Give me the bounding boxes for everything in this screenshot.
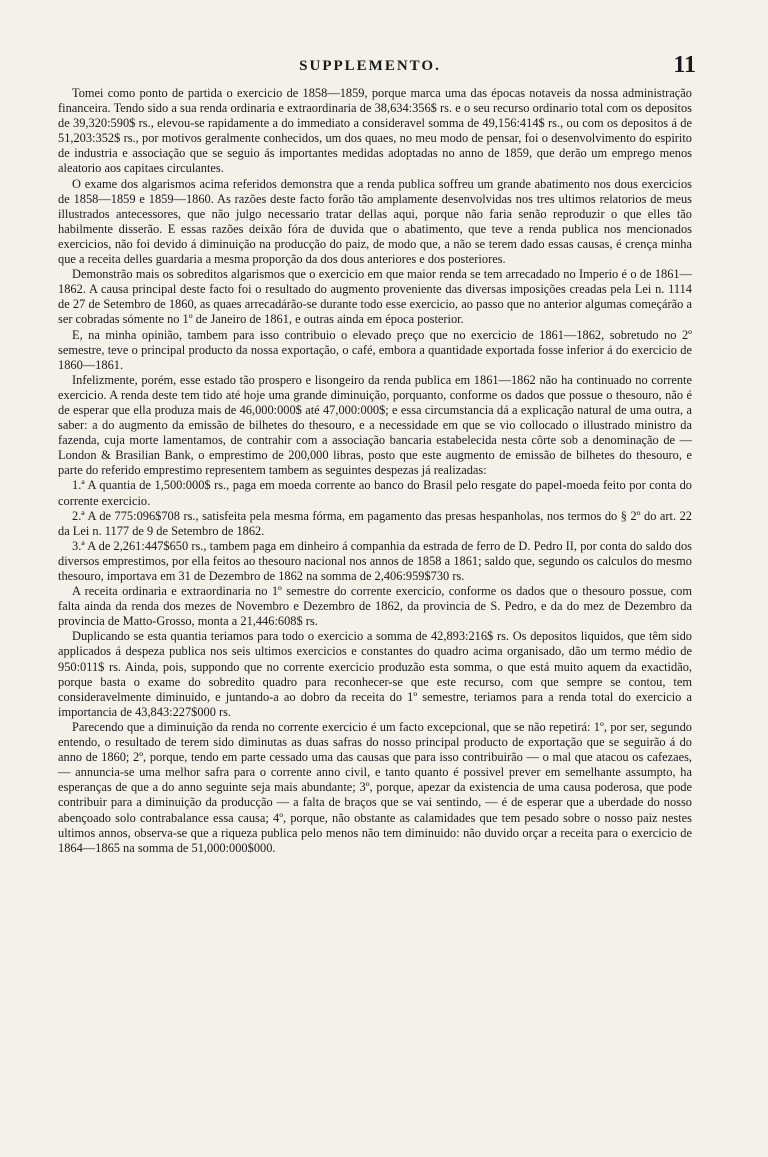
list-item: 1.ª A quantia de 1,500:000$ rs., paga em moeda corrente ao banco do Brasil pelo resgate do papel-moeda feito por conta do corrente exercicio.	[58, 478, 692, 508]
running-head: SUPPLEMENTO.	[299, 58, 441, 74]
list-item: 3.ª A de 2,261:447$650 rs., tambem paga em dinheiro á companhia da estrada de ferro de D. Pedro II, por conta do saldo dos diversos emprestimos, por ella feitos ao thesouro nacional nos annos de 1858 a 1861; saldo que, segundo os calculos do mesmo thesouro, importava em 31 de Dezembro de 1862 na somma de 2,406:959$730 rs.	[58, 538, 692, 583]
paragraph: Tomei como ponto de partida o exercicio de 1858—1859, porque marca uma das épocas notaveis da nossa administração financeira. Tendo sido a sua renda ordinaria e extraordinaria de 38,634:356$ rs. e o seu recurso ordinario total com os depositos de 39,320:590$ rs., elevou-se rapidamente a do immediato a consideravel somma de 49,156:414$ rs., ou com os depositos á de 51,203:352$ rs., por motivos geralmente conhecidos, um dos quaes, no meu modo de pensar, foi o desenvolvimento do espirito de industria e associação que se seguio ás importantes medidas adoptadas no anno de 1859, que derão um emprego menos aleatorio aos capitaes circulantes.	[58, 86, 692, 176]
body-text	[58, 86, 692, 856]
paragraph: O exame dos algarismos acima referidos demonstra que a renda publica soffreu um grande abatimento nos dous exercicios de 1858—1859 e 1859—1860. As razões deste facto forão tão amplamente desenvolvidas nos tres ultimos relatorios de meus illustrados antecessores, que não julgo necessario tratar dellas aqui, porque não faria senão reproduzir o que elles tão habilmente disserão. E essas razões deixão fóra de duvida que o abatimento, que teve a renda publica nos mencionados exercicios, não foi devido á diminuição na producção do paiz, de modo que, a não se terem dado essas causas, é crença minha que a receita delles guardaria a mesma proporção da dos dous anteriores e dos posteriores.	[58, 176, 692, 267]
paragraph: Duplicando se esta quantia teriamos para todo o exercicio a somma de 42,893:216$ rs. Os depositos liquidos, que têm sido applicados á despeza publica nos seis ultimos exercicios e constantes do quadro acima organisado, dão um termo médio de 950:011$ rs. Ainda, pois, suppondo que no corrente exercicio produzão esta somma, o que está muito aquem da exactidão, porque basta o exame do sobredito quadro para reconhecer-se que este recurso, com que sempre se contou, tem consideravelmente diminuido, e juntando-a ao dobro da receita do 1º semestre, teriamos para a renda total do exercicio a importancia de 43,843:227$000 rs.	[58, 629, 692, 719]
paragraph: Parecendo que a diminuição da renda no corrente exercicio é um facto excepcional, que se não repetirá: 1º, por ser, segundo entendo, o resultado de terem sido diminutas as duas safras do nosso principal producto de exportação que se seguirão á do anno de 1860; 2º, porque, tendo em parte cessado uma das causas que para isso contribuirão — o mal que atacou os cafezaes, — annuncia-se uma melhor safra para o corrente anno civil, e tanto quanto é possivel prever em semelhante assumpto, ha esperanças de que a do anno seguinte seja mais abundante; 3º, porque, apezar da existencia de uma causa poderosa, que pode contribuir para a diminuição da producção — a falta de braços que se vai sentindo, — é de esperar que a uberdade do nosso abençoado solo contrabalance essa causa; 4º, porque, não obstante as calamidades que tem pesado sobre o nosso paiz nestes ultimos annos, observa-se que a riqueza publica pelo menos não tem diminuido: não duvido orçar a receita para o exercicio de 1864—1865 na somma de 51,000:000$000.	[58, 719, 692, 855]
paragraph: Demonstrão mais os sobreditos algarismos que o exercicio em que maior renda se tem arrecadado no Imperio é o de 1861—1862. A causa principal deste facto foi o resultado do augmento proveniente das diversas imposições creadas pela Lei n. 1114 de 27 de Setembro de 1860, as quaes arrecadárão-se durante todo esse exercicio, ao passo que no anterior algumas começárão a ser cobradas sómente no 1º de Janeiro de 1861, e outras ainda em época posterior.	[58, 267, 692, 327]
paragraph: A receita ordinaria e extraordinaria no 1º semestre do corrente exercicio, conforme os dados que o thesouro possue, com falta ainda da renda dos mezes de Novembro e Dezembro de 1862, da provincia de S. Pedro, e da do mez de Dezembro da provincia de Matto-Grosso, monta a 21,446:608$ rs.	[58, 584, 692, 629]
paragraph: Infelizmente, porém, esse estado tão prospero e lisongeiro da renda publica em 1861—1862 não ha continuado no corrente exercicio. A renda deste tem tido até hoje uma grande diminuição, porquanto, conforme os dados que possue o thesouro, não é de esperar que ella produza mais de 46,000:000$ até 47,000:000$; e essa circumstancia dá a explicação natural de uma outra, a saber: a do augmento da emissão de bilhetes do thesouro, e a necessidade em que se vio collocado o illustrado ministro da fazenda, cuja morte lamentamos, de contrahir com a associação bancaria estabelecida nesta côrte sob a denominação de — London & Brasilian Bank, o emprestimo de 200,000 libras, posto que este augmento de emissão de bilhetes do thesouro, e parte do referido emprestimo representem tambem as seguintes despezas já realizadas:	[58, 372, 692, 478]
paragraph: E, na minha opinião, tambem para isso contribuio o elevado preço que no exercicio de 1861—1862, sobretudo no 2º semestre, teve o principal producto da nossa exportação, o café, embora a quantidade exportada fosse inferior á do exercicio de 1860—1861.	[58, 327, 692, 372]
page-number: 11	[673, 52, 696, 78]
page-header	[52, 52, 696, 84]
list-item: 2.ª A de 775:096$708 rs., satisfeita pela mesma fórma, em pagamento das presas hespanholas, nos termos do § 2º do art. 22 da Lei n. 1177 de 9 de Setembro de 1862.	[58, 508, 692, 538]
